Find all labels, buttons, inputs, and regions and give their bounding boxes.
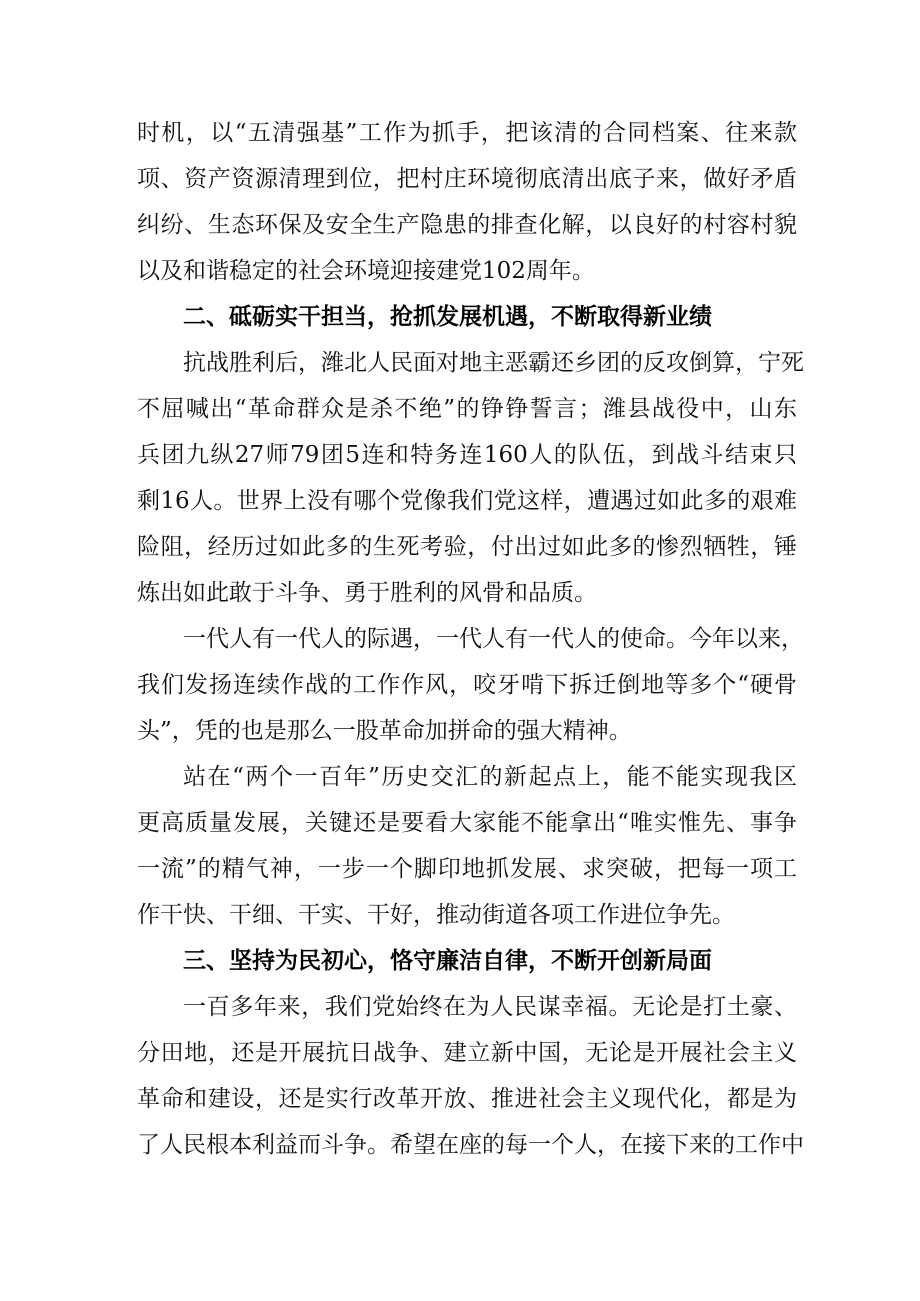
- body-text-line: 站在“两个一百年”历史交汇的新起点上，能不能实现我区: [183, 764, 797, 790]
- body-text-line: 了人民根本利益而斗争。希望在座的每一个人，在接下来的工作中: [137, 1132, 804, 1158]
- body-text-line: 险阻，经历过如此多的生死考验，付出过如此多的惨烈牺牲，锤: [137, 534, 797, 560]
- body-text-line: 一流”的精气神，一步一个脚印地抓发展、求突破，把每一项工: [137, 856, 797, 882]
- body-text-line: 兵团九纵27师79团5连和特务连160人的队伍，到战斗结束只: [137, 442, 797, 468]
- body-text-line: 作干快、干细、干实、干好，推动街道各项工作进位争先。: [137, 902, 735, 928]
- body-text-line: 头”，凭的也是那么一股革命加拼命的强大精神。: [137, 718, 632, 744]
- body-text-line: 剩16人。世界上没有哪个党像我们党这样，遭遇过如此多的艰难: [137, 488, 797, 514]
- body-text-line: 不屈喊出“革命群众是杀不绝”的铮铮誓言；潍县战役中，山东: [137, 396, 797, 422]
- section-heading-3: 三、坚持为民初心，恪守廉洁自律，不断开创新局面: [183, 948, 712, 974]
- section-heading-2: 二、砥砺实干担当，抢抓发展机遇，不断取得新业绩: [183, 304, 712, 330]
- body-text-line: 炼出如此敢于斗争、勇于胜利的风骨和品质。: [137, 580, 597, 606]
- body-text-line: 一代人有一代人的际遇，一代人有一代人的使命。今年以来，: [183, 626, 804, 652]
- body-text-line: 更高质量发展，关键还是要看大家能不能拿出“唯实惟先、事争: [137, 810, 797, 836]
- body-text-line: 纠纷、生态环保及安全生产隐患的排查化解，以良好的村容村貌: [137, 212, 797, 238]
- body-text-line: 革命和建设，还是实行改革开放、推进社会主义现代化，都是为: [137, 1086, 797, 1112]
- body-text-line: 一百多年来，我们党始终在为人民谋幸福。无论是打土豪、: [183, 994, 797, 1020]
- body-text-line: 时机，以“五清强基”工作为抓手，把该清的合同档案、往来款: [137, 120, 797, 146]
- body-text-line: 我们发扬连续作战的工作作风，咬牙啃下拆迁倒地等多个“硬骨: [137, 672, 797, 698]
- body-text-line: 抗战胜利后，潍北人民面对地主恶霸还乡团的反攻倒算，宁死: [183, 350, 804, 376]
- body-text-line: 项、资产资源清理到位，把村庄环境彻底清出底子来，做好矛盾: [137, 166, 797, 192]
- body-text-line: 以及和谐稳定的社会环境迎接建党102周年。: [137, 258, 595, 284]
- body-text-line: 分田地，还是开展抗日战争、建立新中国，无论是开展社会主义: [137, 1040, 797, 1066]
